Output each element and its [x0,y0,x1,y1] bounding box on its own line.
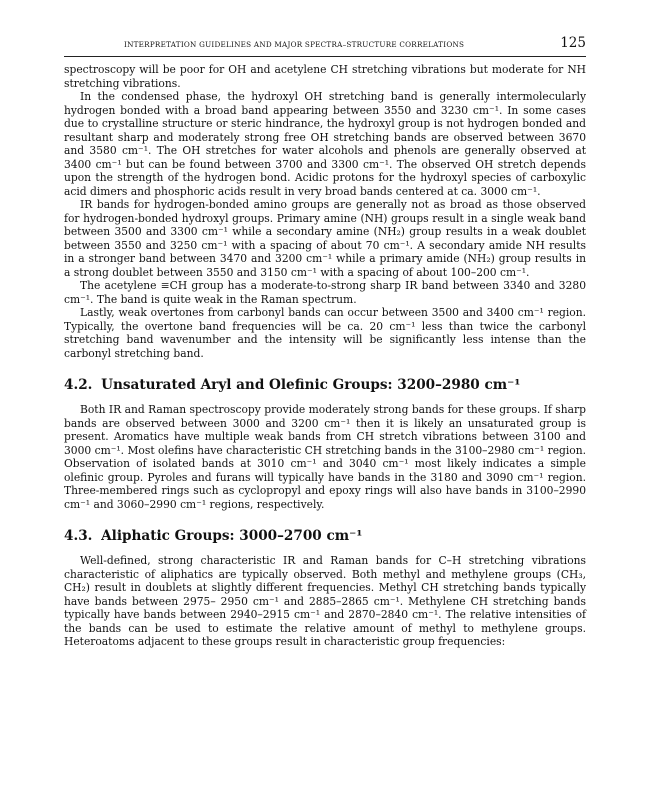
page-number: 125 [560,35,586,51]
book-page [64,34,586,649]
paragraph-aliphatic: Well-defined, strong characteristic IR and Raman bands for C–H stretching vibrations characteristic of aliphatics are typically observed. Both methyl and methylene groups (CH₃, CH₂) result in doublets at slightly different frequencies. Methyl CH stretching bands typically have bands between 2975– 2950 cm⁻¹ and 2885–2865 cm⁻¹. Methylene CH stretching bands typically have bands between 2940–2915 cm⁻¹ and 2870–2840 cm⁻¹. The relative intensities of the bands can be used to estimate the relative amount of methyl to methylene groups. Heteroatoms adjacent to these groups result in characteristic group frequencies: [64,554,586,648]
paragraph-unsaturated: Both IR and Raman spectroscopy provide moderately strong bands for these groups. If sharp bands are observed between 3000 and 3200 cm⁻¹ then it is likely an unsaturated group is present. Aromatics have multiple weak bands from CH stretch vibrations between 3100 and 3000 cm⁻¹. Most olefins have characteristic CH stretching bands in the 3100–2980 cm⁻¹ region. Observation of isolated bands at 3010 cm⁻¹ and 3040 cm⁻¹ most likely indicates a simple olefinic group. Pyroles and furans will typically have bands in the 3180 and 3090 cm⁻¹ region. Three-membered rings such as cyclopropyl and epoxy rings will also have bands in 3100–2990 cm⁻¹ and 3060–2990 cm⁻¹ regions, respectively. [64,403,586,511]
paragraph-acetylene: The acetylene ≡CH group has a moderate-to-strong sharp IR band between 3340 and 3280 cm⁻¹. The band is quite weak in the Raman spectrum. [64,279,586,306]
running-title: INTERPRETATION GUIDELINES AND MAJOR SPECTRA–STRUCTURE CORRELATIONS [124,40,465,49]
section-heading-4-3 [64,528,586,545]
running-head [64,34,586,57]
paragraph-amino: IR bands for hydrogen-bonded amino groups are generally not as broad as those observed for hydrogen-bonded hydroxyl groups. Primary amine (NH) groups result in a single weak band between 3500 and 3300 cm⁻¹ while a secondary amine (NH₂) group results in a weak doublet between 3550 and 3250 cm⁻¹ with a spacing of about 70 cm⁻¹. A secondary amide NH results in a stronger band between 3470 and 3200 cm⁻¹ while a primary amide (NH₂) group results in a strong doublet between 3550 and 3150 cm⁻¹ with a spacing of about 100–200 cm⁻¹. [64,198,586,279]
section-title: Aliphatic Groups: 3000–2700 cm⁻¹ [101,528,363,544]
section-heading-4-2 [64,377,586,394]
paragraph-continuation: spectroscopy will be poor for OH and acetylene CH stretching vibrations but moderate for NH stretching vibrations. [64,63,586,90]
paragraph-overtones: Lastly, weak overtones from carbonyl bands can occur between 3500 and 3400 cm⁻¹ region. Typically, the overtone band frequencies will be ca. 20 cm⁻¹ less than twice the carbonyl stretching band wavenumber and the intensity will be significantly less intense than the carbonyl stretching band. [64,306,586,360]
section-number: 4.3. [64,528,93,544]
section-title: Unsaturated Aryl and Olefinic Groups: 3200–2980 cm⁻¹ [101,377,521,393]
paragraph-hydroxyl: In the condensed phase, the hydroxyl OH stretching band is generally intermolecularly hydrogen bonded with a broad band appearing between 3550 and 3230 cm⁻¹. In some cases due to crystalline structure or steric hindrance, the hydroxyl group is not hydrogen bonded and resultant sharp and moderately strong free OH stretching bands are observed between 3670 and 3580 cm⁻¹. The OH stretches for water alcohols and phenols are generally observed at 3400 cm⁻¹ but can be found between 3700 and 3300 cm⁻¹. The observed OH stretch depends upon the strength of the hydrogen bond. Acidic protons for the hydroxyl species of carboxylic acid dimers and phosphoric acids result in very broad bands centered at ca. 3000 cm⁻¹. [64,90,586,198]
section-number: 4.2. [64,377,93,393]
